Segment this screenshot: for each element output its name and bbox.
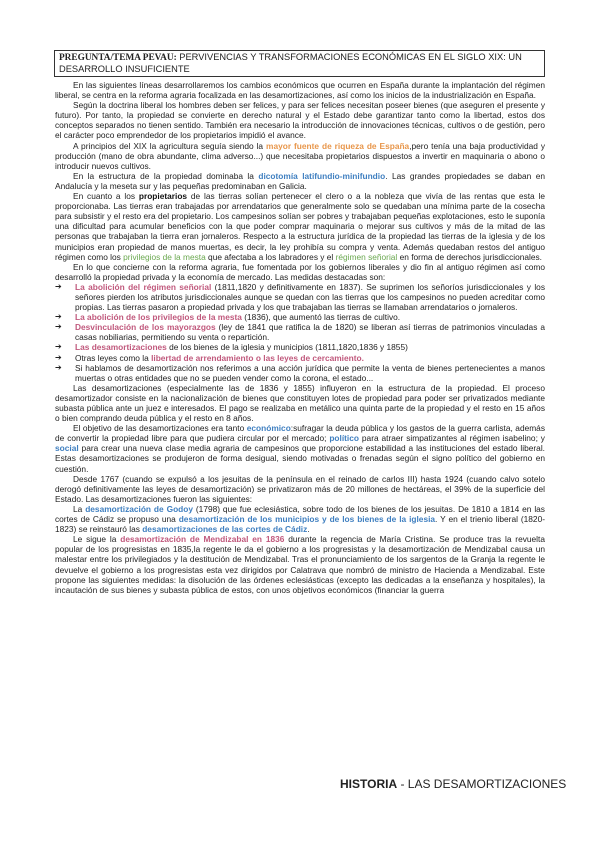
text: de las tierras solían pertenecer el clero o a la nobleza que vivía de las rentas que esta le proporcionaba. Las tierras eran trabajadas por arrendatarios que generalmente solo se quedaban una mínima parte de la cosecha para subsistir y el resto era del propietario. Los campesinos solían ser pobres y trabajaban pequeñas explotaciones, esto le suponía una dificultad para acumular beneficios con la que poder comprar maquinaria o mejorar sus cultivos y más de la mitad de las personas que trabajaban la tierra eran jornaleros. Respecto a la estructura jurídica de la propiedad las tierras de la iglesia y de los municipios eran propiedad de manos muertas, es decir, la ley prohibía su compra y venta. Además quedaban restos del antiguo régimen como los — [55, 191, 545, 262]
paragraph: Según la doctrina liberal los hombres deben ser felices, y para ser felices necesitan poseer bienes (que aseguren el presente y futuro). Por tanto, la propiedad se convierte en derecho natural y el Estado debe garantizar tanto como la libertad, estos dos conceptos separados no tienen sentido. También era necesario la introducción de innovaciones técnicas, cultivos o de gestión, pero el carácter poco emprendedor de los propietarios impidió el avance. — [55, 100, 545, 141]
list-item — [55, 363, 545, 383]
text: para atraer simpatizantes al régimen isabelino; y — [359, 433, 545, 444]
measures-list — [55, 282, 545, 383]
highlight-term: económico — [246, 423, 291, 434]
highlight-term: Desvinculación de los mayorazgos — [75, 322, 216, 333]
paragraph: En lo que concierne con la reforma agraria, fue fomentada por los gobiernos liberales y dio fin al antiguo régimen así como desarrolló la propiedad privada y la economía de mercado. Las medidas destacadas son: — [55, 261, 545, 282]
text: En cuanto a los — [73, 191, 139, 202]
page-footer — [340, 777, 566, 791]
highlight-term: desamortización de los municipios y de los bienes de la iglesia — [178, 514, 436, 525]
highlight-term: libertad de arrendamiento o las leyes de cercamiento. — [151, 352, 364, 363]
document-body — [55, 80, 545, 595]
text: En la estructura de la propiedad dominaba la — [73, 170, 259, 181]
highlight-term: La abolición de los privilegios de la mesta — [75, 312, 242, 323]
paragraph — [55, 141, 545, 171]
question-header — [54, 50, 545, 77]
paragraph: Desde 1767 (cuando se expulsó a los jesuitas de la península en el reinado de carlos III) hasta 1924 (cuando calvo sotelo derogó definitivamente las leyes de desamortización) se privatizaron más de 20 millones de hectáreas, el 39% de la superficie del Estado. Las desamortizaciones fueron las siguientes: — [55, 473, 545, 504]
highlight-term: La abolición del régimen señorial — [75, 281, 212, 292]
highlight-term: Las desamortizaciones — [75, 342, 167, 353]
arrow-bullet-icon: ➔ — [55, 281, 62, 291]
list-item — [55, 282, 545, 312]
header-lead: PREGUNTA/TEMA PEVAU: — [59, 53, 177, 63]
highlight-term: social — [55, 443, 79, 454]
text: ,pero tenía una baja productividad y producción (mano de obra abundante, clima adverso...) que necesitaba propietarios dispuestos a invertir en maquinaria o abono o introducir nuevos cultivos. — [55, 140, 546, 171]
paragraph: En las siguientes líneas desarrollaremos los cambios económicos que ocurren en España durante la implantación del régimen liberal, se centra en la reforma agraria focalizada en las desamortizaciones, así como los inicios de la industrialización en España. — [55, 80, 545, 101]
paragraph — [55, 534, 545, 595]
text: para crear una nueva clase media agraria de campesinos que proporcione estabilidad a las instituciones del estado liberal. Estas desamortizaciones se produjeron de forma desigual, siendo motivadas o frenadas según el signo político del gobierno en cuestión. — [55, 443, 545, 474]
arrow-bullet-icon: ➔ — [55, 312, 62, 322]
highlight-term: mayor fuente de riqueza de España — [266, 140, 410, 151]
text: Le sigue la — [73, 534, 121, 545]
highlight-term: régimen señorial — [335, 251, 398, 262]
text: (1836), que aumentó las tierras de cultivo. — [241, 312, 401, 323]
highlight-term: desamortizaciones de las cortes de Cádiz — [142, 524, 308, 535]
paragraph — [55, 191, 545, 262]
paragraph — [55, 423, 545, 473]
list-item — [55, 353, 545, 363]
arrow-bullet-icon: ➔ — [55, 342, 62, 352]
text: Otras leyes como la — [75, 352, 152, 363]
highlight-term: político — [329, 433, 359, 444]
list-item — [55, 312, 545, 322]
text: Si hablamos de desamortización nos referimos a una acción jurídica que permite la venta de bienes pertenecientes a manos muertas o otras entidades que no se pueden vender como la corona, el estado... — [75, 362, 545, 383]
text: El objetivo de las desamortizaciones era tanto — [73, 423, 247, 434]
header-title: PERVIVENCIAS Y TRANSFORMACIONES ECONÓMICAS EN EL SIGLO XIX: UN DESARROLLO INSUFICIENTE — [59, 52, 522, 74]
text: que afectaba a los labradores y el — [205, 251, 336, 262]
list-item — [55, 342, 545, 352]
text: durante la regencia de María Cristina. Se produce tras la revuelta popular de los progresistas en 1835,la regente le da el gobierno a los progresistas y la desamortización de Mendizabal causa un malestar entre los privilegiados y la destitución de Mendizabal. Tras el pronunciamiento de los sargentos de la Granja la regente le devuelve el gobierno a los progresistas esta vez dirigidos por Calatrava que nombró de ministro de Hacienda a Mendizabal. Este propone las siguientes medidas: la disolución de las órdenes eclesiásticas (excepto las dedicadas a la enseñanza y hospitales), la incautación de sus bienes y subasta pública de estos, con unos objetivos económicos (financiar la guerra — [55, 534, 545, 595]
highlight-term: desamortización de Godoy — [85, 503, 193, 514]
paragraph — [55, 504, 545, 534]
highlight-term: desamortización de Mendizabal en 1836 — [120, 534, 285, 545]
footer-topic: - LAS DESAMORTIZACIONES — [397, 777, 567, 791]
text: de los bienes de la iglesia y municipios (1811,1820,1836 y 1855) — [166, 342, 408, 353]
text: :sufragar la deuda pública y los gastos de la guerra carlista, además de convertir la propiedad libre para que pudiera circular por el mercado; — [55, 423, 545, 444]
text: (1798) que fue eclesiástica, sobre todo de los bienes de los jesuitas. De 1810 a 1814 en las cortes de Cádiz se propuso una — [55, 503, 545, 525]
footer-subject: HISTORIA — [340, 777, 398, 791]
highlight-term: dicotomía latifundio-minifundio — [258, 170, 386, 181]
text: . — [307, 524, 310, 535]
text: A principios del XIX la agricultura seguía siendo la — [73, 140, 267, 151]
highlight-term: privilegios de la mesta — [123, 251, 206, 262]
text: . Las grandes propiedades se daban en Andalucía y la meseta sur y las pequeñas predominaban en Galicia. — [55, 170, 545, 191]
arrow-bullet-icon: ➔ — [55, 362, 62, 372]
list-item — [55, 322, 545, 342]
arrow-bullet-icon: ➔ — [55, 322, 62, 332]
paragraph — [55, 171, 545, 191]
text: La — [73, 503, 86, 514]
text: en forma de derechos jurisdiccionales. — [397, 251, 542, 262]
text: . Y en el trienio liberal (1820-1823) se reinstauró las — [55, 514, 545, 535]
arrow-bullet-icon: ➔ — [55, 352, 62, 362]
highlight-term: propietarios — [138, 191, 188, 202]
text: (1811,1820 y definitivamente en 1837). Se suprimen los señoríos jurisdiccionales y los señores pierden los atributos jurisdiccionales aunque se quedan con las tierras que los campesinos no pueden acreditar como propias. Las tierras pasaron a propiedad privada y los que trabajaban las tierras se llamaban arrendatarios o jornaleros. — [75, 281, 545, 313]
paragraph: Las desamortizaciones (especialmente las de 1836 y 1855) influyeron en la estructura de la propiedad. El proceso desamortizador consiste en la nacionalización de bienes que constituyen lotes de propiedad para poder ser privatizados mediante subasta pública ante un juez e interesados. El pago se realizaba en metálico una quinta parte de la propiedad y el resto en 15 años o bien comprando deuda pública y el resto en 8 años. — [55, 382, 545, 424]
text: (ley de 1841 que ratifica la de 1820) se liberan así tierras de patrimonios vinculadas a casas nobiliarias, permitiendo su venta o repartición. — [75, 322, 545, 343]
